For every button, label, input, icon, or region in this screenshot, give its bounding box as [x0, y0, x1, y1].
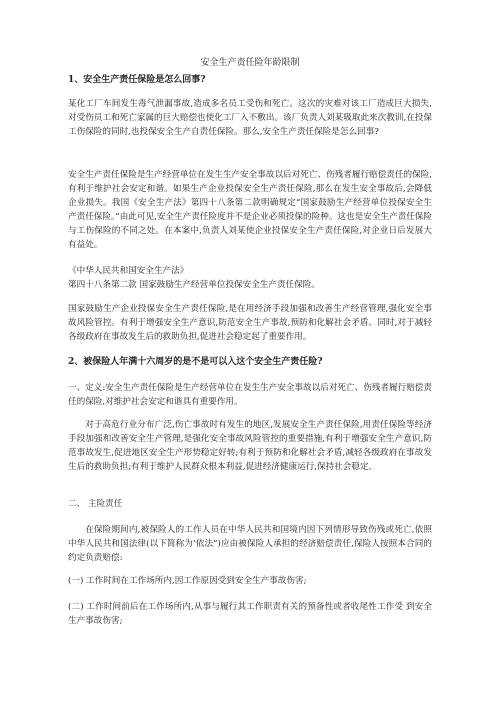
section-1-heading: 1、安全生产责任保险是怎么回事?: [68, 75, 206, 85]
paragraph-case-story: 某化工厂车间发生毒气泄漏事故,造成多名员工受伤和死亡。这次的灾难对该工厂造成巨大损失,对受伤员工和死亡家属的巨大赔偿也使化工厂入不敷出。该厂负责人刘某吸取此来次教训,在投保工伤保险的同时,也投保安全生产自责任保险。那么,安全生产责任保险是怎么回事?: [68, 99, 432, 137]
law-name: 《中华人民共和国安全生产法》: [68, 266, 189, 276]
paragraph-definition-2: 一、定义:安全生产责任保险是生产经营单位在发生生产安全事故以后对死亡、伤残者履行赔偿责任的保险,对维护社会安定和谐具有重要作用。: [68, 383, 432, 407]
paragraph-definition: 安全生产责任保险是生产经营单位在发生生产安全事故以后对死亡、伤残者履行赔偿责任的保险,有利于维护社会安定和谐。如果生产企业投保安全生产责任保险,那么在发生安全事故后,会降低企业损失。我国《安全生产法》第四十八条第二款明确规定“国家鼓励生产经营单位投保安全生产责任保险。”由此可见,安全生产责任险度并不是企业必须投保的险种。这也是安全生产责任保险与工伤保险的不同之处。在本案中,负责人刘某使企业投保安全生产责任保险,对企业日后发展大有益处。: [68, 170, 432, 250]
document-title: 安全生产责任险年龄限制: [200, 58, 300, 68]
main-liability-heading: 二、 主险责任: [68, 499, 123, 509]
liability-item-2: (二) 工作时间前后在工作场所内,从事与履行其工作职责有关的预备性或者收尾性工作受 到安全生产事故伤害;: [68, 602, 432, 626]
paragraph-state-encouragement: 国家鼓励生产企业投保安全生产责任保险,是在用经济手段加强和改善生产经营管理,强化安全事故风险管控。有利于增强安全生产意识,防范安全生产事故,预防和化解社会矛盾。同时,对于减轻各级政府在事故发生后的救助负担,促进社会稳定起了重要作用。: [68, 304, 432, 342]
law-citation-block: [68, 264, 432, 292]
paragraph-high-risk: 对于高危行业分布广泛,伤亡事故时有发生的地区,发展安全生产责任保险,用责任保险等经济手段加强和改善安全生产管理,是强化安全事故风险管控的重要措施,有利于增强安全生产意识,防范事故发生,促进地区安全生产形势稳定好转;有利于预防和化解社会矛盾,减轻各级政府在事故发生后的救助负担;有利于维护人民群众根本利益,促进经济健康运行,保持社会稳定。: [68, 420, 432, 472]
section-2-heading: 2、被保险人年满十六周岁的是不是可以入这个安全生产责任险?: [68, 357, 323, 367]
paragraph-main-liability: 在保险期间内,被保险人的工作人员在中华人民共和国境内因下列情形导致伤残或死亡,依照中华人民共和国法律(以下简称为’依法”)应由被保险人承担的经济赔偿责任,保险人按照本合同的约定负责赔偿:: [68, 525, 432, 563]
law-article: 第四十八条第二款 国家鼓励生产经营单位投保安全生产责任保险。: [68, 280, 320, 290]
liability-item-1: (一) 工作时间在工作场所内,因工作原因受到安全生产事故伤害;: [68, 576, 307, 586]
